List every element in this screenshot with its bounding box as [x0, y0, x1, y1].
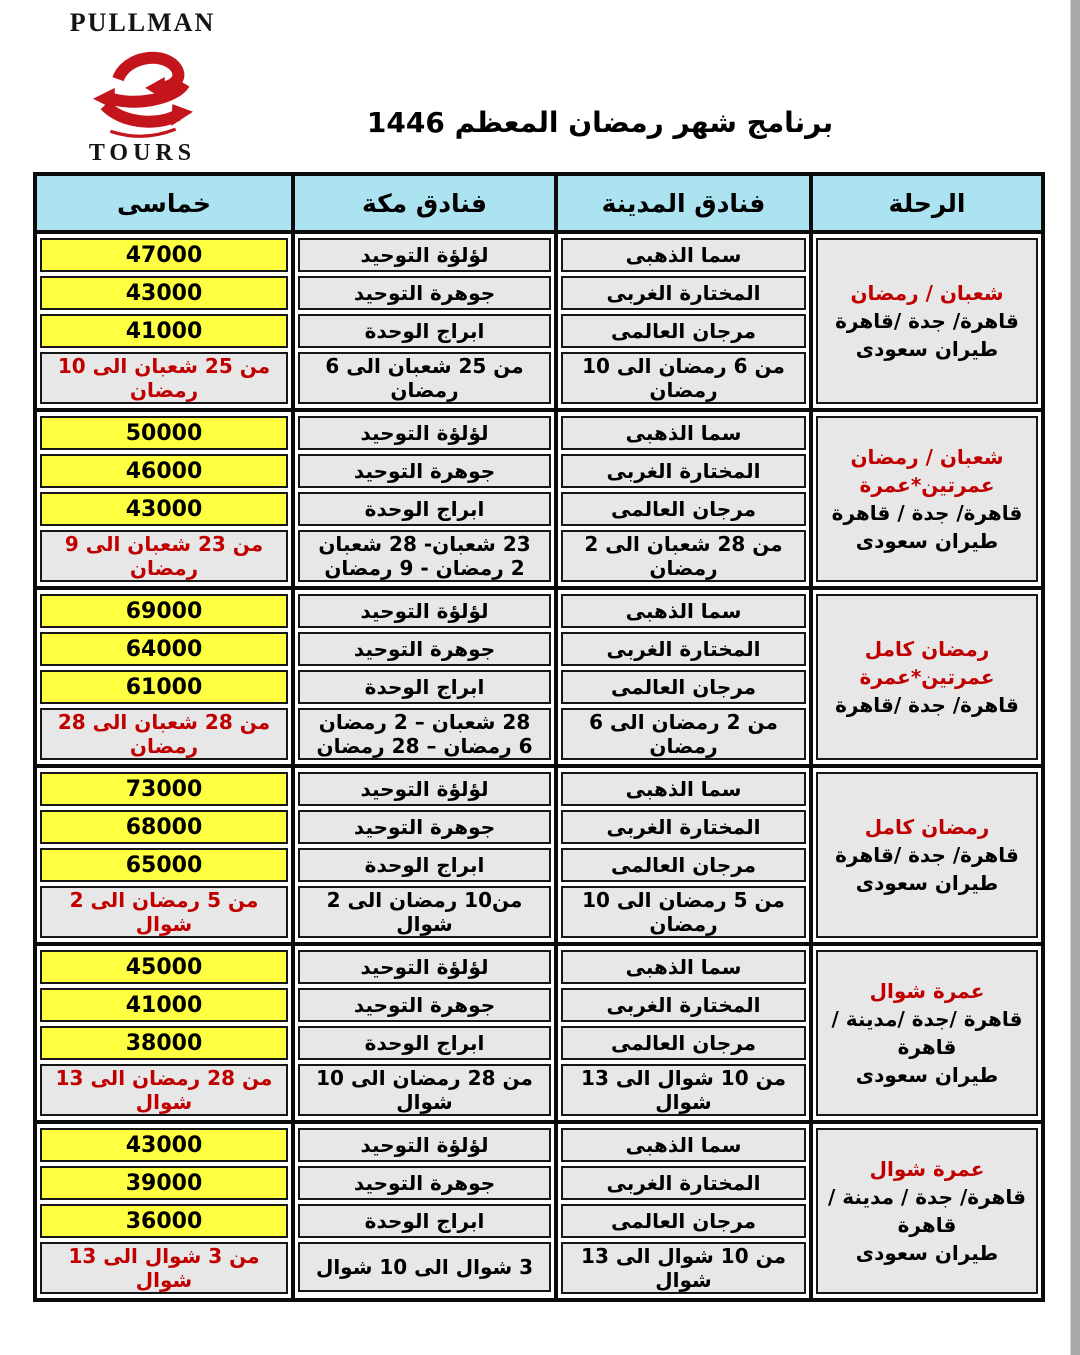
makkah-date-line: من 25 شعبان الى 6 رمضان: [325, 354, 524, 402]
price-column: [37, 768, 295, 942]
header-makkah-hotels: فنادق مكة: [295, 176, 558, 230]
trip-title-line: شعبان / رمضان: [850, 445, 1004, 469]
trip-group: [37, 412, 1041, 590]
makkah-date-cell: [298, 886, 551, 938]
madinah-date-cell: من 10 شوال الى 13 شوال: [561, 1242, 806, 1294]
trip-route-line: قاهرة/ جدة /قاهرة: [835, 309, 1019, 333]
madinah-hotel-cell: مرجان العالمى: [561, 314, 806, 348]
header-madinah-hotels: فنادق المدينة: [558, 176, 813, 230]
globe-arrows-icon: [88, 40, 198, 140]
trip-route-line: طيران سعودى: [855, 1063, 999, 1087]
price-column: [37, 590, 295, 764]
makkah-date-line: 6 رمضان – 28 رمضان: [316, 734, 533, 758]
madinah-hotel-cell: سما الذهبى: [561, 1128, 806, 1162]
trip-title-line: عمرتين*عمرة: [859, 665, 995, 689]
makkah-hotel-cell: لؤلؤة التوحيد: [298, 594, 551, 628]
trip-route-line: قاهرة /جدة /مدينة / قاهرة: [831, 1007, 1023, 1059]
makkah-date-line: 2 رمضان - 9 رمضان: [324, 556, 525, 580]
madinah-hotel-cell: سما الذهبى: [561, 238, 806, 272]
makkah-date-line: من10 رمضان الى 2 شوال: [326, 888, 523, 936]
madinah-hotel-cell: مرجان العالمى: [561, 670, 806, 704]
madinah-hotel-cell: سما الذهبى: [561, 950, 806, 984]
makkah-hotel-cell: ابراج الوحدة: [298, 1204, 551, 1238]
trip-route-line: قاهرة/ جدة /قاهرة: [835, 843, 1019, 867]
price-cell: 47000: [40, 238, 288, 272]
madinah-hotel-cell: سما الذهبى: [561, 772, 806, 806]
madinah-date-cell: من 28 شعبان الى 2 رمضان: [561, 530, 806, 582]
price-cell: 43000: [40, 1128, 288, 1162]
trip-group: [37, 946, 1041, 1124]
trip-column: [813, 946, 1041, 1120]
trip-title-line: عمرة شوال: [869, 979, 985, 1003]
trip-route-line: طيران سعودى: [855, 1241, 999, 1265]
price-cell: 46000: [40, 454, 288, 488]
trip-group: [37, 1124, 1041, 1298]
trip-route-line: طيران سعودى: [855, 529, 999, 553]
price-column: [37, 946, 295, 1120]
madinah-column: [558, 412, 813, 586]
madinah-hotel-cell: مرجان العالمى: [561, 492, 806, 526]
madinah-hotel-cell: سما الذهبى: [561, 416, 806, 450]
makkah-date-line: 28 شعبان – 2 رمضان: [318, 710, 531, 734]
price-cell: 43000: [40, 276, 288, 310]
madinah-hotel-cell: المختارة الغربى: [561, 810, 806, 844]
price-column: [37, 412, 295, 586]
madinah-hotel-cell: سما الذهبى: [561, 594, 806, 628]
price-cell: 45000: [40, 950, 288, 984]
trip-column: [813, 412, 1041, 586]
makkah-hotel-cell: جوهرة التوحيد: [298, 454, 551, 488]
trip-title-line: عمرتين*عمرة: [859, 473, 995, 497]
table-header-row: [37, 176, 1041, 234]
price-date-cell: من 28 رمضان الى 13 شوال: [40, 1064, 288, 1116]
madinah-hotel-cell: مرجان العالمى: [561, 1204, 806, 1238]
madinah-column: [558, 768, 813, 942]
trip-cell: [816, 950, 1038, 1116]
program-table: [33, 172, 1045, 1302]
makkah-date-line: 23 شعبان- 28 شعبان: [318, 532, 531, 556]
vertical-scrollbar[interactable]: [1070, 0, 1080, 1355]
trip-column: [813, 1124, 1041, 1298]
makkah-date-cell: [298, 530, 551, 582]
price-date-cell: من 23 شعبان الى 9 رمضان: [40, 530, 288, 582]
makkah-column: [295, 946, 558, 1120]
page-title: برنامج شهر رمضان المعظم 1446: [366, 106, 834, 139]
trip-column: [813, 234, 1041, 408]
makkah-hotel-cell: ابراج الوحدة: [298, 670, 551, 704]
price-cell: 41000: [40, 314, 288, 348]
trip-title-line: شعبان / رمضان: [850, 281, 1004, 305]
makkah-date-line: 3 شوال الى 10 شوال: [315, 1255, 534, 1279]
price-cell: 43000: [40, 492, 288, 526]
price-date-cell: من 5 رمضان الى 2 شوال: [40, 886, 288, 938]
trip-cell: [816, 594, 1038, 760]
makkah-column: [295, 412, 558, 586]
price-column: [37, 1124, 295, 1298]
madinah-date-cell: من 2 رمضان الى 6 رمضان: [561, 708, 806, 760]
makkah-hotel-cell: جوهرة التوحيد: [298, 276, 551, 310]
header-trip: الرحلة: [813, 176, 1041, 230]
price-cell: 50000: [40, 416, 288, 450]
price-cell: 65000: [40, 848, 288, 882]
price-date-cell: من 28 شعبان الى 28 رمضان: [40, 708, 288, 760]
makkah-column: [295, 234, 558, 408]
trip-title-line: رمضان كامل: [864, 637, 990, 661]
trip-cell: [816, 238, 1038, 404]
trip-title-line: رمضان كامل: [864, 815, 990, 839]
makkah-hotel-cell: جوهرة التوحيد: [298, 1166, 551, 1200]
madinah-column: [558, 590, 813, 764]
price-column: [37, 234, 295, 408]
madinah-column: [558, 946, 813, 1120]
makkah-date-line: من 28 رمضان الى 10 شوال: [316, 1066, 533, 1114]
price-cell: 73000: [40, 772, 288, 806]
makkah-hotel-cell: لؤلؤة التوحيد: [298, 238, 551, 272]
logo-text-tours: TOURS: [88, 140, 197, 166]
trip-route-line: قاهرة/ جدة / مدينة / قاهرة: [828, 1185, 1026, 1237]
trip-route-line: قاهرة/ جدة / قاهرة: [831, 501, 1023, 525]
trip-group: [37, 590, 1041, 768]
price-cell: 41000: [40, 988, 288, 1022]
price-cell: 38000: [40, 1026, 288, 1060]
madinah-hotel-cell: المختارة الغربى: [561, 454, 806, 488]
price-cell: 64000: [40, 632, 288, 666]
madinah-hotel-cell: المختارة الغربى: [561, 632, 806, 666]
makkah-date-cell: [298, 352, 551, 404]
trip-cell: [816, 416, 1038, 582]
trip-group: [37, 768, 1041, 946]
price-date-cell: من 25 شعبان الى 10 رمضان: [40, 352, 288, 404]
madinah-hotel-cell: المختارة الغربى: [561, 988, 806, 1022]
trip-route-line: طيران سعودى: [855, 337, 999, 361]
makkah-hotel-cell: لؤلؤة التوحيد: [298, 416, 551, 450]
trip-route-line: قاهرة/ جدة /قاهرة: [835, 693, 1019, 717]
price-cell: 36000: [40, 1204, 288, 1238]
makkah-column: [295, 590, 558, 764]
header-price: خماسى: [37, 176, 295, 230]
trip-cell: [816, 772, 1038, 938]
makkah-date-cell: [298, 1064, 551, 1116]
makkah-hotel-cell: لؤلؤة التوحيد: [298, 950, 551, 984]
makkah-column: [295, 768, 558, 942]
makkah-hotel-cell: ابراج الوحدة: [298, 314, 551, 348]
price-cell: 69000: [40, 594, 288, 628]
madinah-column: [558, 234, 813, 408]
trip-column: [813, 590, 1041, 764]
madinah-date-cell: من 10 شوال الى 13 شوال: [561, 1064, 806, 1116]
logo-text-pullman: PULLMAN: [69, 8, 216, 37]
madinah-hotel-cell: مرجان العالمى: [561, 1026, 806, 1060]
makkah-hotel-cell: لؤلؤة التوحيد: [298, 772, 551, 806]
pullman-logo: [55, 8, 230, 167]
trip-column: [813, 768, 1041, 942]
madinah-date-cell: من 5 رمضان الى 10 رمضان: [561, 886, 806, 938]
makkah-date-cell: [298, 708, 551, 760]
madinah-hotel-cell: المختارة الغربى: [561, 276, 806, 310]
makkah-hotel-cell: ابراج الوحدة: [298, 1026, 551, 1060]
makkah-hotel-cell: جوهرة التوحيد: [298, 632, 551, 666]
price-date-cell: من 3 شوال الى 13 شوال: [40, 1242, 288, 1294]
makkah-hotel-cell: جوهرة التوحيد: [298, 810, 551, 844]
price-cell: 39000: [40, 1166, 288, 1200]
makkah-column: [295, 1124, 558, 1298]
trip-route-line: طيران سعودى: [855, 871, 999, 895]
makkah-hotel-cell: لؤلؤة التوحيد: [298, 1128, 551, 1162]
price-cell: 68000: [40, 810, 288, 844]
makkah-hotel-cell: جوهرة التوحيد: [298, 988, 551, 1022]
trip-group: [37, 234, 1041, 412]
madinah-hotel-cell: مرجان العالمى: [561, 848, 806, 882]
makkah-hotel-cell: ابراج الوحدة: [298, 848, 551, 882]
trip-cell: [816, 1128, 1038, 1294]
madinah-hotel-cell: المختارة الغربى: [561, 1166, 806, 1200]
price-cell: 61000: [40, 670, 288, 704]
madinah-column: [558, 1124, 813, 1298]
makkah-hotel-cell: ابراج الوحدة: [298, 492, 551, 526]
makkah-date-cell: [298, 1242, 551, 1292]
madinah-date-cell: من 6 رمضان الى 10 رمضان: [561, 352, 806, 404]
trip-title-line: عمرة شوال: [869, 1157, 985, 1181]
